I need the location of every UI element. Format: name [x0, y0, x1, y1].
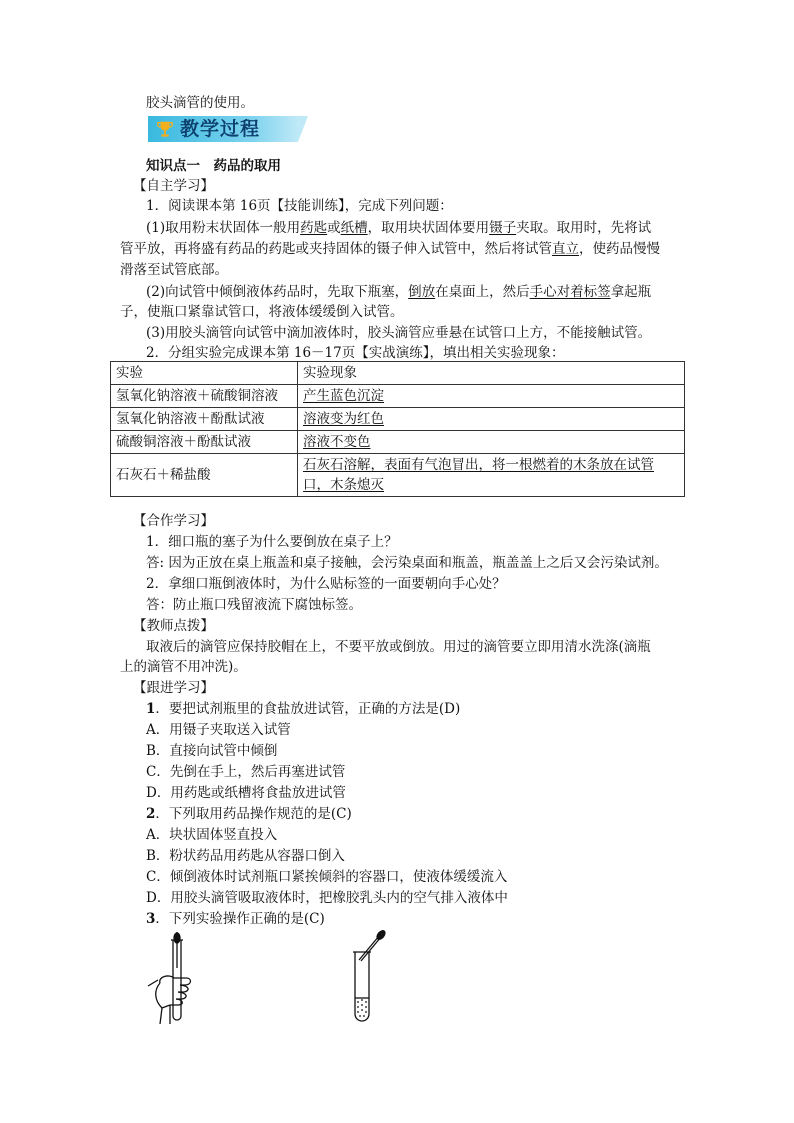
- coop-a2: 答：防止瓶口残留液流下腐蚀标签。: [146, 597, 362, 613]
- answer-spoon: 药匙: [300, 220, 328, 236]
- table-cell-experiment: 硫酸铜溶液＋酚酞试液: [111, 431, 298, 454]
- coop-q1: 1．细口瓶的塞子为什么要倒放在桌子上？: [146, 534, 398, 550]
- table-cell-experiment: 氢氧化钠溶液＋酚酞试液: [111, 408, 298, 431]
- table-answer: 溶液不变色: [303, 434, 371, 450]
- follow-q2: [146, 804, 352, 824]
- q2-option-b: B．粉状药品用药匙从容器口倒入: [146, 848, 345, 864]
- q1-option-c: C．先倒在手上，然后再塞进试管: [146, 764, 346, 780]
- follow-header: 【跟进学习】: [133, 680, 214, 696]
- table-cell-phenomenon: [298, 431, 685, 454]
- table-header-cell: 实验现象: [298, 362, 685, 385]
- q3-text: ．下列实验操作正确的是(C): [155, 911, 325, 927]
- teacher-text-2: 上的滴管不用冲洗)。: [120, 659, 247, 675]
- p1-c: ，取用块状固体要用: [367, 220, 490, 236]
- knowledge-point-heading: 知识点一 药品的取用: [146, 158, 281, 174]
- p3-line: (3)用胶头滴管向试管中滴加液体时，胶头滴管应垂悬在试管口上方，不能接触试管。: [146, 325, 652, 341]
- p2-b: 在桌面上，然后: [435, 284, 530, 300]
- p1-d: 夹取。取用时，先将试: [516, 220, 652, 236]
- table-row: [111, 408, 685, 431]
- table-cell-phenomenon: [298, 454, 685, 497]
- table-answer: 溶液变为红色: [303, 411, 384, 427]
- q2-option-c: C．倾倒液体时试剂瓶口紧挨倾斜的容器口，使液体缓缓流入: [146, 869, 508, 885]
- table-answer: 产生蓝色沉淀: [303, 388, 384, 404]
- dropper-above-test-tube-illustration: [345, 928, 395, 1028]
- q1-option-d: D．用药匙或纸槽将食盐放进试管: [146, 785, 346, 801]
- intro-tail-text: 胶头滴管的使用。: [146, 95, 254, 111]
- table-cell-phenomenon: [298, 408, 685, 431]
- q1-option-b: B．直接向试管中倾倒: [146, 743, 278, 759]
- answer-palm-label: 手心对着标签: [529, 284, 611, 300]
- p1-a: (1)取用粉末状固体一般用: [146, 220, 301, 236]
- p1-b: 或: [327, 220, 341, 236]
- experiment-table: [110, 361, 685, 497]
- p2-a: (2)向试管中倾倒液体药品时，先取下瓶塞，: [146, 284, 409, 300]
- answer-paper-trough: 纸槽: [340, 220, 368, 236]
- coop-a1: 答: 因为正放在桌上瓶盖和桌子接触，会污染桌面和瓶盖，瓶盖盖上之后又会污染试剂。: [146, 555, 668, 571]
- p2-line2: 子，使瓶口紧靠试管口，将液体缓缓倒入试管。: [120, 304, 404, 320]
- hand-holding-test-tube-illustration: [140, 928, 210, 1028]
- table-row: [111, 454, 685, 497]
- q2-text: ．下列取用药品操作规范的是(C): [155, 806, 352, 822]
- p1-f: ，使药品慢慢: [579, 241, 660, 257]
- table-header-cell: 实验: [111, 362, 298, 385]
- p1-e: 管平放，再将盛有药品的药匙或夹持固体的镊子伸入试管中，然后将试管: [120, 241, 552, 257]
- teacher-text-1: 取液后的滴管应保持胶帽在上，不要平放或倒放。用过的滴管要立即用清水洗涤(滴瓶: [146, 639, 651, 655]
- coop-header: 【合作学习】: [133, 513, 214, 529]
- follow-q1: [146, 699, 460, 719]
- answer-tweezers: 镊子: [489, 220, 517, 236]
- follow-q3: [146, 909, 325, 929]
- table-answer: 石灰石溶解，表面有气泡冒出，将一根燃着的木条放在试管口，木条熄灭: [303, 457, 654, 493]
- table-cell-phenomenon: [298, 385, 685, 408]
- banner-title: 教学过程: [180, 118, 261, 140]
- table-row: [111, 385, 685, 408]
- table-row: [111, 431, 685, 454]
- p1-line3: 滑落至试管底部。: [120, 262, 228, 278]
- table-cell-experiment: 氢氧化钠溶液＋硫酸铜溶液: [111, 385, 298, 408]
- answer-upside-down: 倒放: [408, 284, 436, 300]
- q1-option-a: A．用镊子夹取送入试管: [146, 722, 291, 738]
- self-study-q2: 2．分组实验完成课本第 16－17页【实战演练】，填出相关实验现象：: [146, 345, 565, 361]
- p2-line1: [146, 282, 651, 302]
- p1-line2: [120, 239, 660, 259]
- p1-line1: [146, 218, 651, 238]
- q2-option-d: D．用胶头滴管吸取液体时，把橡胶乳头内的空气排入液体中: [146, 890, 508, 906]
- p2-c: 拿起瓶: [610, 284, 652, 300]
- table-header-row: [111, 362, 685, 385]
- banner-tail: [298, 116, 308, 142]
- self-study-q1: 1．阅读课本第 16页【技能训练】，完成下列问题：: [146, 198, 453, 214]
- coop-q2: 2．拿细口瓶倒液体时，为什么贴标签的一面要朝向手心处？: [146, 576, 506, 592]
- teacher-header: 【教师点拨】: [133, 618, 214, 634]
- q1-text: ．要把试剂瓶里的食盐放进试管，正确的方法是(D): [155, 701, 461, 717]
- answer-upright: 直立: [552, 241, 579, 257]
- q1-number: 1: [146, 701, 156, 717]
- table-cell-experiment: 石灰石＋稀盐酸: [111, 454, 298, 497]
- trophy-icon: [156, 120, 174, 138]
- self-study-header: 【自主学习】: [133, 178, 214, 194]
- section-banner: [148, 116, 306, 142]
- q3-number: 3: [146, 911, 156, 927]
- q2-number: 2: [146, 806, 156, 822]
- q2-option-a: A．块状固体竖直投入: [146, 827, 278, 843]
